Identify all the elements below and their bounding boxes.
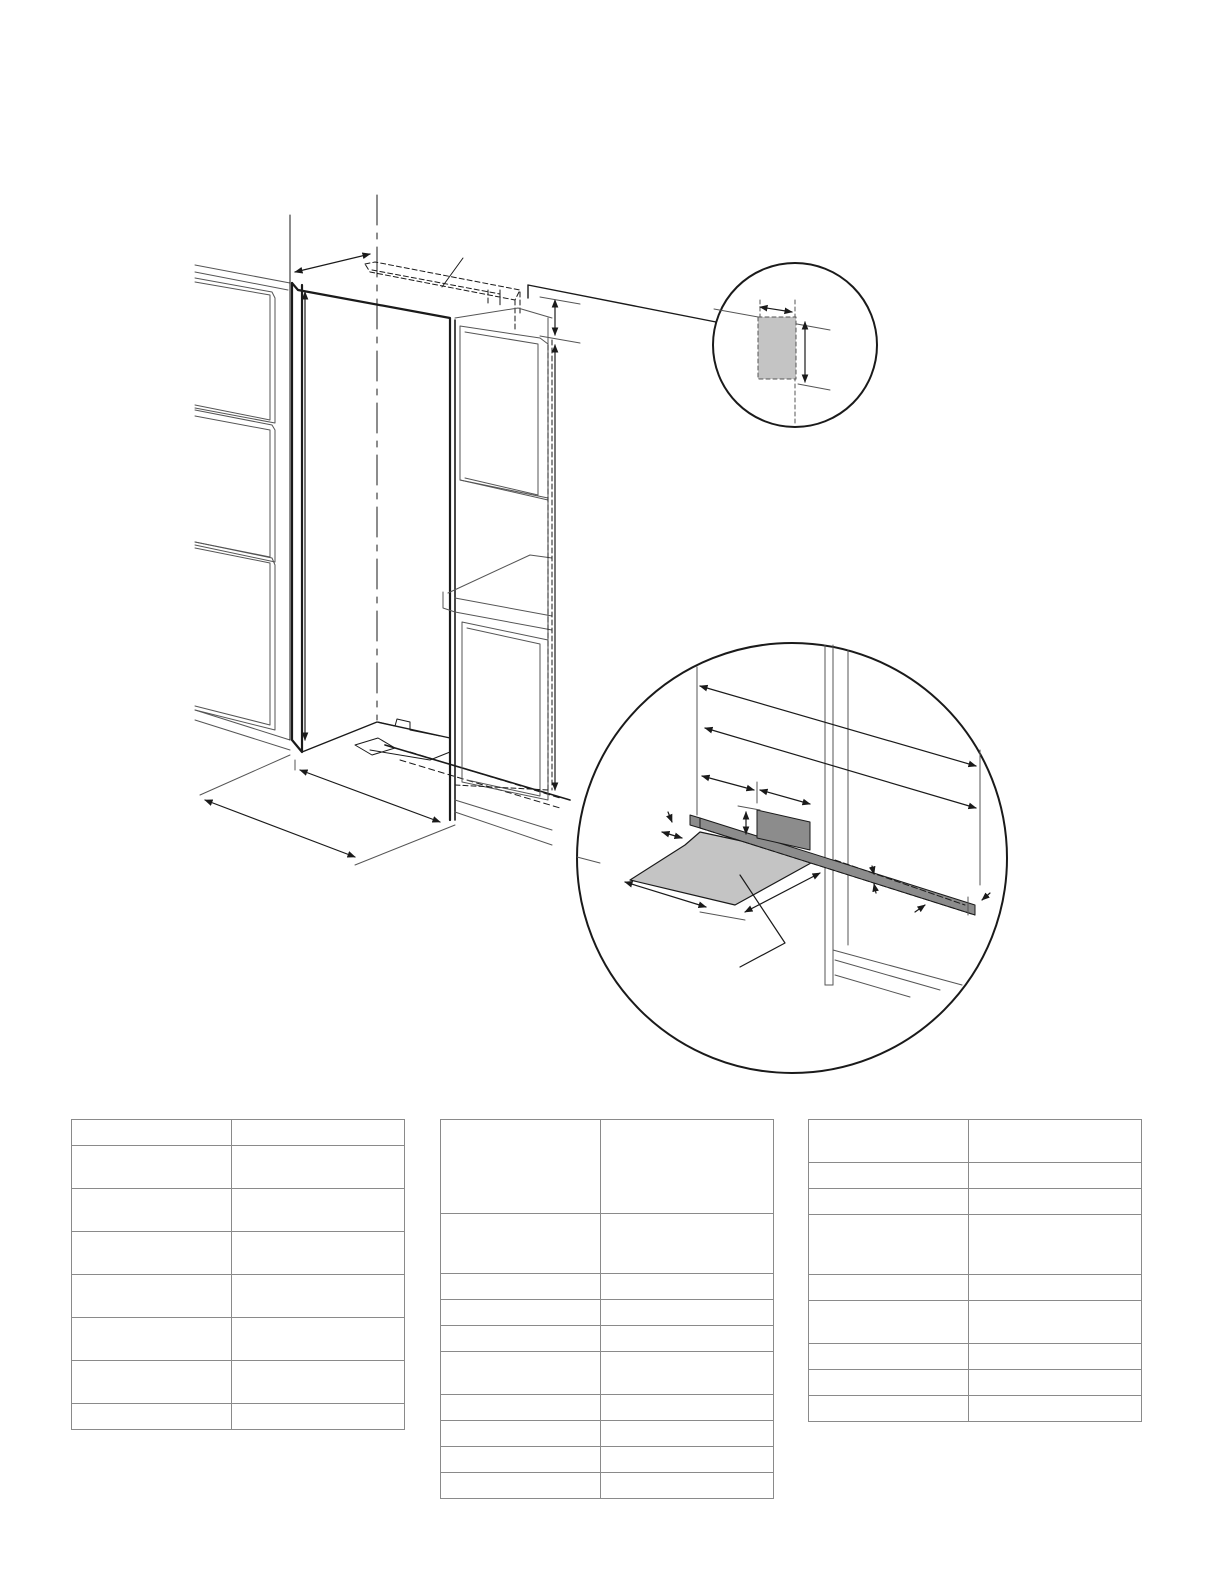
table-row [809,1120,1142,1163]
detail-circle-top [528,263,877,427]
table-middle [440,1119,774,1499]
table-cell [809,1275,969,1301]
table-cell [72,1361,232,1404]
table-row [809,1344,1142,1370]
table-cell [969,1396,1142,1422]
table-cell [441,1447,601,1473]
table-row [809,1301,1142,1344]
table-cell [969,1301,1142,1344]
table-row [441,1214,774,1274]
table-cell [232,1146,405,1189]
table-cell [441,1421,601,1447]
table-cell [232,1318,405,1361]
table-cell [601,1274,774,1300]
table-cell [809,1396,969,1422]
table-cell [232,1120,405,1146]
detail-circle-bottom [577,643,1007,1073]
table-cell [72,1189,232,1232]
table-row [809,1396,1142,1422]
table-cell [72,1404,232,1430]
table-row [809,1370,1142,1396]
table-cell [72,1232,232,1275]
right-cabinet [443,308,552,845]
table-cell [232,1232,405,1275]
table-cell [441,1120,601,1214]
table-row [72,1275,405,1318]
table-cell [601,1214,774,1274]
table-cell [969,1120,1142,1163]
table-row [441,1326,774,1352]
table-cell [441,1300,601,1326]
table-row [441,1120,774,1214]
table-cell [809,1189,969,1215]
table-cell [809,1163,969,1189]
table-cell [441,1473,601,1499]
table-row [441,1274,774,1300]
table-cell [601,1421,774,1447]
table-cell [232,1361,405,1404]
left-cabinets [195,265,290,750]
table-cell [601,1326,774,1352]
table-cell [232,1189,405,1232]
table-cell [969,1215,1142,1275]
table-row [441,1447,774,1473]
table-cell [72,1120,232,1146]
top-soffit [365,262,520,330]
table-row [441,1395,774,1421]
table-row [72,1120,405,1146]
soffit-leader [442,258,463,287]
table-cell [809,1301,969,1344]
table-cell [601,1352,774,1395]
table-right [808,1119,1142,1422]
table-row [72,1189,405,1232]
table-row [72,1318,405,1361]
table-cell [441,1214,601,1274]
table-cell [969,1275,1142,1301]
table-cell [969,1189,1142,1215]
right-cabinet-dashed [455,340,552,790]
table-row [809,1163,1142,1189]
table-cell [601,1447,774,1473]
table-row [72,1361,405,1404]
table-row [72,1232,405,1275]
table-row [72,1146,405,1189]
table-cell [441,1395,601,1421]
table-cell [809,1120,969,1163]
table-cell [601,1120,774,1214]
table-row [441,1300,774,1326]
table-row [72,1404,405,1430]
table-cell [72,1318,232,1361]
table-cell [601,1473,774,1499]
table-cell [441,1326,601,1352]
table-cell [809,1370,969,1396]
main-dimension-arrows [205,254,555,857]
table-row [809,1275,1142,1301]
table-cell [601,1300,774,1326]
table-cell [969,1163,1142,1189]
table-cell [809,1215,969,1275]
table-cell [232,1404,405,1430]
table-cell [72,1275,232,1318]
table-cell [232,1275,405,1318]
table-cell [969,1370,1142,1396]
table-row [809,1189,1142,1215]
table-row [809,1215,1142,1275]
table-row [441,1421,774,1447]
table-cell [441,1352,601,1395]
table-cell [809,1344,969,1370]
table-cell [72,1146,232,1189]
table-cell [969,1344,1142,1370]
table-row [441,1352,774,1395]
table-cell [441,1274,601,1300]
table-left [71,1119,405,1430]
main-extension-lines [200,297,580,865]
table-cell [601,1395,774,1421]
table-row [441,1473,774,1499]
